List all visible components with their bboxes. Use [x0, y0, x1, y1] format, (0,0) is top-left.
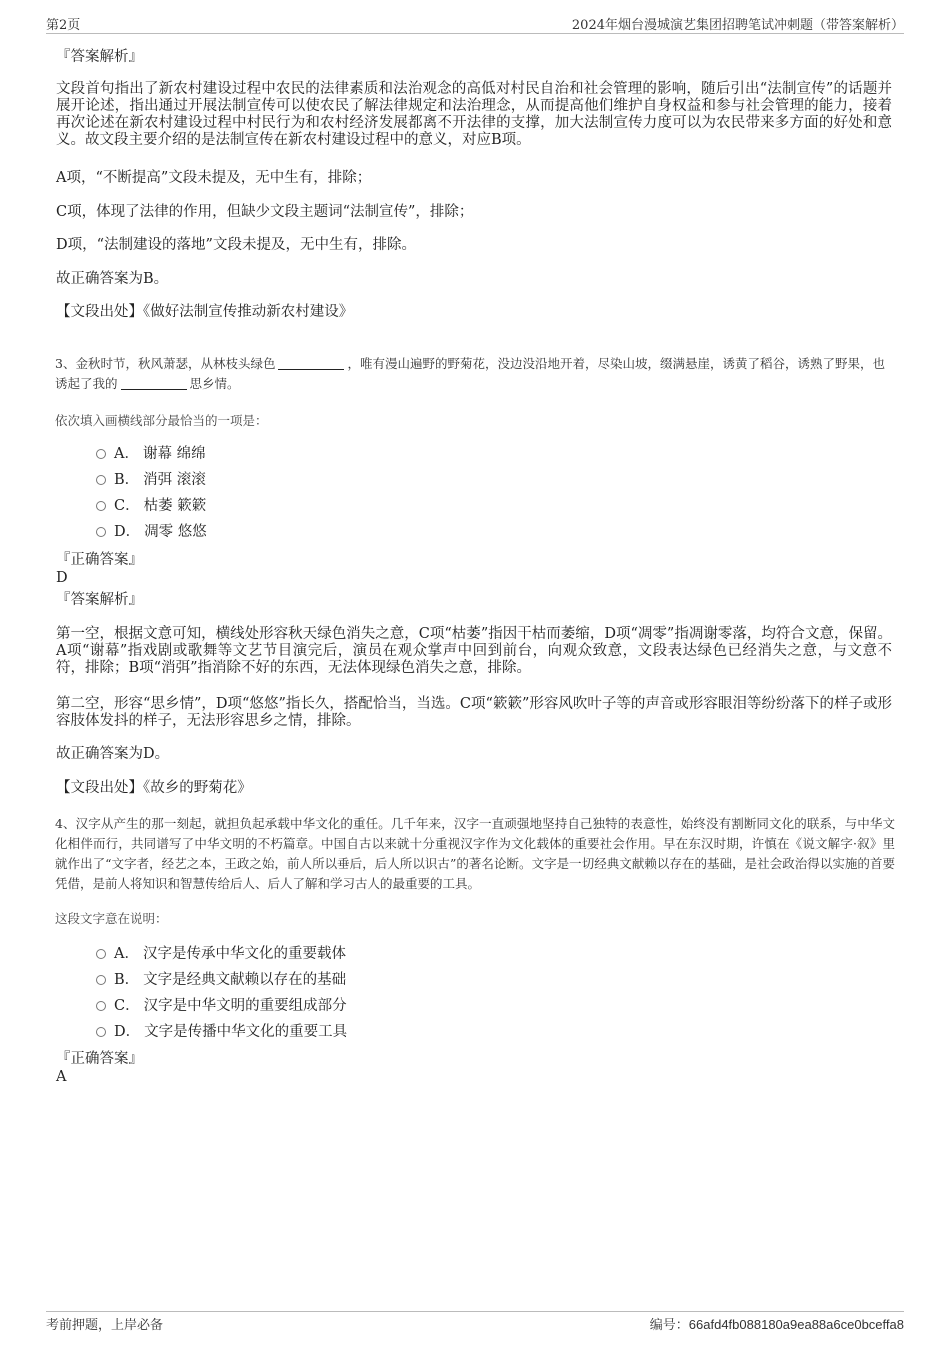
q3-option-a[interactable] — [96, 445, 206, 463]
option-letter: C． — [114, 998, 140, 1014]
page-number: 第2页 — [46, 18, 81, 33]
q3-option-c[interactable] — [96, 497, 206, 515]
option-text: 谢幕 绵绵 — [142, 446, 206, 462]
analysis-label: 『答案解析』 — [56, 49, 143, 65]
q4-option-d[interactable] — [96, 1023, 347, 1041]
q4-option-c[interactable] — [96, 997, 347, 1015]
question-3-text-part1: 3、金秋时节，秋风萧瑟，从林枝头绿色 — [55, 356, 276, 371]
analysis-line-a: A项，“不断提高”文段未提及，无中生有，排除； — [56, 170, 372, 186]
q3-source-line — [56, 780, 892, 797]
q4-answer: A — [56, 1069, 67, 1085]
q3-option-b[interactable] — [96, 471, 206, 489]
question-4-text: 4、汉字从产生的那一刻起，就担负起承载中华文化的重任。几千年来，汉字一直顽强地坚持自己独特的表意性，始终没有割断同文化的联系，与中华文化相伴而行，共同谱写了中华文明的不朽篇章。中国自古以来就十分重视汉字作为文化载体的重要社会作用。早在东汉时期，许慎在《说文解字·叙》里就作出了“文字者，经艺之本，王政之始，前人所以垂后，后人所以识古”的著名论断。文字是一切经典文献赖以存在的基础，是社会政治得以实施的首要凭借，是前人将知识和智慧传给后人、后人了解和学习古人的最重要的工具。 — [55, 816, 895, 891]
option-text: 汉字是中华文明的重要组成部分 — [143, 998, 347, 1014]
source-line — [56, 304, 892, 321]
q3-conclusion: 故正确答案为D。 — [56, 746, 170, 762]
page-header — [46, 14, 904, 32]
source-title: 《做好法制宣传推动新农村建设》 — [143, 304, 354, 320]
question-3-text — [55, 354, 895, 394]
option-letter: B． — [114, 972, 140, 988]
radio-button[interactable] — [96, 975, 106, 985]
q3-analysis-para-1: 第一空，根据文意可知，横线处形容秋天绿色消失之意，C项“枯萎”指因干枯而萎缩，D项“凋零”指凋谢零落，均符合文意，保留。A项“谢幕”指戏剧或歌舞等文艺节目演完后，演员在观众掌声中回到前台，向观众致意，文段表达绿色已经消失之意，与文意不符，排除；B项“消弭”指消除不好的东西，无法体现绿色消失之意，排除。 — [56, 626, 892, 676]
radio-button[interactable] — [96, 1001, 106, 1011]
option-text: 文字是经典文献赖以存在的基础 — [143, 972, 347, 988]
radio-button[interactable] — [96, 501, 106, 511]
q3-answer: D — [56, 570, 68, 586]
q4-option-a[interactable] — [96, 945, 346, 963]
radio-button[interactable] — [96, 949, 106, 959]
option-text: 枯萎 簌簌 — [143, 498, 207, 514]
option-text: 凋零 悠悠 — [144, 524, 207, 540]
blank-1 — [278, 356, 344, 370]
analysis-line-c: C项，体现了法律的作用，但缺少文段主题词“法制宣传”，排除； — [56, 204, 474, 220]
option-text: 汉字是传承中华文化的重要载体 — [142, 946, 346, 962]
analysis-line-d: D项，“法制建设的落地”文段未提及，无中生有，排除。 — [56, 237, 416, 253]
radio-button[interactable] — [96, 1027, 106, 1037]
source-label: 【文段出处】 — [56, 304, 143, 320]
header-divider — [46, 33, 904, 34]
footer-divider — [46, 1311, 904, 1312]
q4-answer-label: 『正确答案』 — [56, 1051, 143, 1067]
document-code — [650, 1314, 904, 1333]
source-title: 《故乡的野菊花》 — [143, 780, 252, 796]
option-letter: C． — [114, 498, 140, 514]
option-letter: B． — [114, 472, 140, 488]
question-3-text-part2: ，唯有漫山遍野的野菊花，没边没沿地开着，尽染山坡，缀满悬崖，诱黄了稻谷，诱熟了野果，也诱起了我的 — [55, 356, 885, 391]
code-value: 66afd4fb088180a9ea88a6ce0bceffa8 — [688, 1317, 904, 1332]
option-letter: A． — [114, 446, 139, 462]
option-text: 消弭 滚滚 — [143, 472, 206, 488]
conclusion: 故正确答案为B。 — [56, 271, 169, 287]
page-footer — [46, 1314, 904, 1332]
radio-button[interactable] — [96, 449, 106, 459]
document-title: 2024年烟台漫城演艺集团招聘笔试冲刺题（带答案解析） — [571, 18, 904, 33]
q3-option-d[interactable] — [96, 523, 207, 541]
option-text: 文字是传播中华文化的重要工具 — [144, 1024, 348, 1040]
option-letter: D． — [114, 524, 141, 540]
code-label: 编号： — [649, 1318, 689, 1333]
analysis-paragraph: 文段首句指出了新农村建设过程中农民的法律素质和法治观念的高低对村民自治和社会管理的影响，随后引出“法制宣传”的话题并展开论述，指出通过开展法制宣传可以使农民了解法律规定和法治理念，从而提高他们维护自身权益和参与社会管理的能力，接着再次论述在新农村建设过程中村民行为和农村经济发展都离不开法律的支撑，加大法制宣传力度可以为农民带来多方面的好处和意义。故文段主要介绍的是法制宣传在新农村建设过程中的意义，对应B项。 — [56, 81, 892, 148]
source-label: 【文段出处】 — [56, 780, 143, 796]
option-letter: D． — [114, 1024, 141, 1040]
footer-slogan: 考前押题，上岸必备 — [46, 1318, 164, 1333]
question-4-instruction: 这段文字意在说明： — [55, 911, 168, 926]
radio-button[interactable] — [96, 527, 106, 537]
q4-option-b[interactable] — [96, 971, 346, 989]
q3-analysis-label: 『答案解析』 — [56, 592, 143, 608]
q3-analysis-para-2: 第二空，形容“思乡情”，D项“悠悠”指长久，搭配恰当，当选。C项“簌簌”形容风吹叶子等的声音或形容眼泪等纷纷落下的样子或形容肢体发抖的样子，无法形容思乡之情，排除。 — [56, 696, 892, 729]
option-letter: A． — [114, 946, 139, 962]
blank-2 — [121, 376, 187, 390]
question-3-instruction: 依次填入画横线部分最恰当的一项是： — [55, 413, 268, 428]
q3-answer-label: 『正确答案』 — [56, 552, 143, 568]
question-3-text-part3: 思乡情。 — [189, 376, 240, 391]
radio-button[interactable] — [96, 475, 106, 485]
